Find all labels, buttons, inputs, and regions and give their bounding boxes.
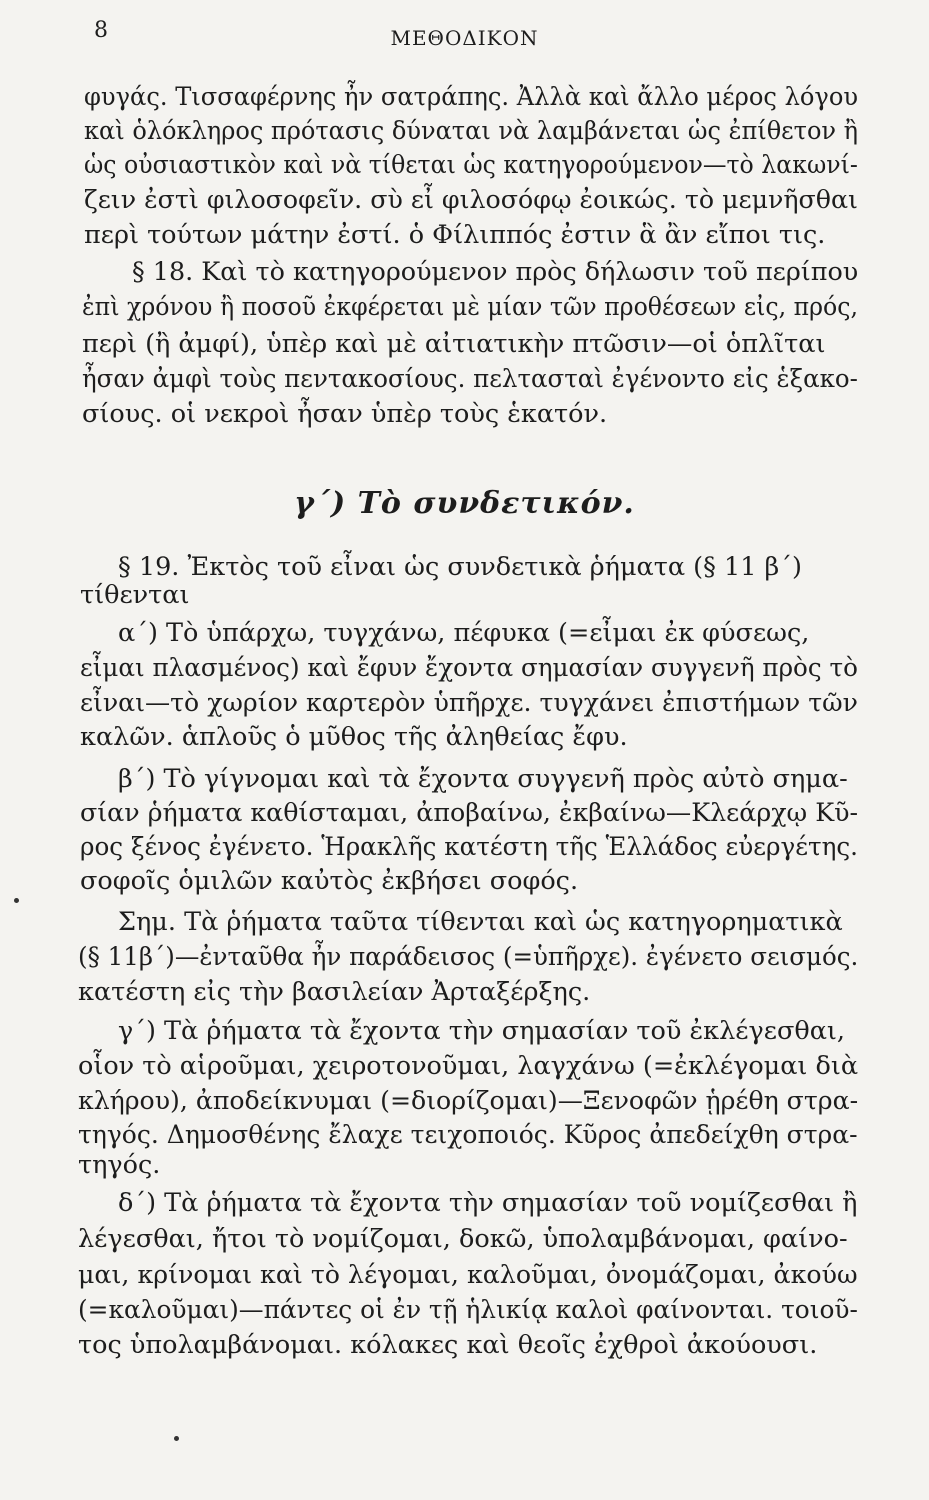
text-line: μαι, κρίνομαι καὶ τὸ λέγομαι, καλοῦμαι, ὀνομάζομαι, ἀκούω	[78, 1260, 858, 1290]
text-line: φυγάς. Τισσαφέρνης ἦν σατράπης. Ἀλλὰ καὶ ἄλλο μέρος λόγου	[84, 82, 859, 112]
text-line: σίους. οἱ νεκροὶ ἦσαν ὑπὲρ τοὺς ἑκατόν.	[82, 399, 608, 429]
text-line: σίαν ῥήματα καθίσταμαι, ἀποβαίνω, ἐκβαίνω—Κλεάρχῳ Κῦ-	[80, 798, 859, 828]
text-line: τίθενται	[80, 580, 190, 610]
text-line: σοφοῖς ὁμιλῶν καὐτὸς ἐκβήσει σοφός.	[80, 866, 579, 896]
text-line: τηγός.	[78, 1150, 161, 1180]
text-line: κατέστη εἰς τὴν βασιλείαν Ἀρταξέρξης.	[78, 977, 591, 1007]
ink-speck	[14, 898, 19, 903]
text-line: οἷον τὸ αἱροῦμαι, χειροτονοῦμαι, λαγχάνω (=ἐκλέγομαι διὰ	[78, 1051, 859, 1081]
text-line: Σημ. Τὰ ῥήματα ταῦτα τίθενται καὶ ὡς κατηγορηματικὰ	[118, 907, 843, 937]
text-line: καλῶν. ἁπλοῦς ὁ μῦθος τῆς ἀληθείας ἔφυ.	[80, 722, 628, 752]
text-line: εἶμαι πλασμένος) καὶ ἔφυν ἔχοντα σημασίαν συγγενῆ πρὸς τὸ	[80, 653, 858, 683]
text-line: ἐπὶ χρόνου ἢ ποσοῦ ἐκφέρεται μὲ μίαν τῶν προθέσεων εἰς, πρός,	[82, 292, 859, 322]
text-line: περὶ τούτων μάτην ἐστί. ὁ Φίλιππός ἐστιν ἃ ἂν εἴποι τις.	[84, 220, 826, 250]
ink-speck	[174, 1436, 179, 1441]
text-line: § 18. Καὶ τὸ κατηγορούμενον πρὸς δήλωσιν τοῦ περίπου	[132, 257, 859, 287]
text-line: (§ 11β΄)—ἐνταῦθα ἦν παράδεισος (=ὑπῆρχε). ἐγένετο σεισμός.	[78, 942, 859, 972]
text-line: λέγεσθαι, ἤτοι τὸ νομίζομαι, δοκῶ, ὑπολαμβάνομαι, φαίνο-	[78, 1224, 848, 1254]
section-heading: γ΄) Τὸ συνδετικόν.	[294, 486, 635, 521]
text-line: ὡς οὐσιαστικὸν καὶ νὰ τίθεται ὡς κατηγορούμενον—τὸ λακωνί-	[84, 150, 858, 180]
text-line: § 19. Ἐκτὸς τοῦ εἶναι ὡς συνδετικὰ ῥήματα (§ 11 β΄)	[118, 552, 802, 582]
text-line: ρος ξένος ἐγένετο. Ἡρακλῆς κατέστη τῆς Ἑλλάδος εὐεργέτης.	[80, 832, 859, 862]
text-line: κλήρου), ἀποδείκνυμαι (=διορίζομαι)—Ξενοφῶν ᾑρέθη στρα-	[78, 1086, 859, 1116]
text-line: εἶναι—τὸ χωρίον καρτερὸν ὑπῆρχε. τυγχάνει ἐπιστήμων τῶν	[80, 688, 858, 718]
text-line: α΄) Τὸ ὑπάρχω, τυγχάνω, πέφυκα (=εἶμαι ἐκ φύσεως,	[118, 618, 810, 648]
running-title: ΜΕΘΟΔΙΚΟΝ	[390, 26, 539, 50]
text-line: (=καλοῦμαι)—πάντες οἱ ἐν τῇ ἡλικίᾳ καλοὶ φαίνονται. τοιοῦ-	[78, 1295, 858, 1325]
page-number: 8	[94, 18, 108, 43]
text-line: τος ὑπολαμβάνομαι. κόλακες καὶ θεοῖς ἐχθροὶ ἀκούουσι.	[78, 1330, 818, 1360]
text-line: δ΄) Τὰ ῥήματα τὰ ἔχοντα τὴν σημασίαν τοῦ νομίζεσθαι ἢ	[118, 1188, 858, 1218]
text-line: ἦσαν ἀμφὶ τοὺς πεντακοσίους. πελτασταὶ ἐγένοντο εἰς ἑξακο-	[82, 364, 858, 394]
text-line: περὶ (ἢ ἀμφί), ὑπὲρ καὶ μὲ αἰτιατικὴν πτῶσιν—οἱ ὁπλῖται	[82, 329, 826, 359]
text-line: καὶ ὁλόκληρος πρότασις δύναται νὰ λαμβάνεται ὡς ἐπίθετον ἢ	[84, 116, 859, 146]
text-line: γ΄) Τὰ ῥήματα τὰ ἔχοντα τὴν σημασίαν τοῦ ἐκλέγεσθαι,	[118, 1016, 846, 1046]
text-line: ζειν ἐστὶ φιλοσοφεῖν. σὺ εἶ φιλοσόφῳ ἐοικώς. τὸ μεμνῆσθαι	[84, 185, 858, 215]
text-line: τηγός. Δημοσθένης ἔλαχε τειχοποιός. Κῦρος ἀπεδείχθη στρα-	[78, 1120, 858, 1150]
text-line: β΄) Τὸ γίγνομαι καὶ τὰ ἔχοντα συγγενῆ πρὸς αὐτὸ σημα-	[118, 764, 848, 794]
